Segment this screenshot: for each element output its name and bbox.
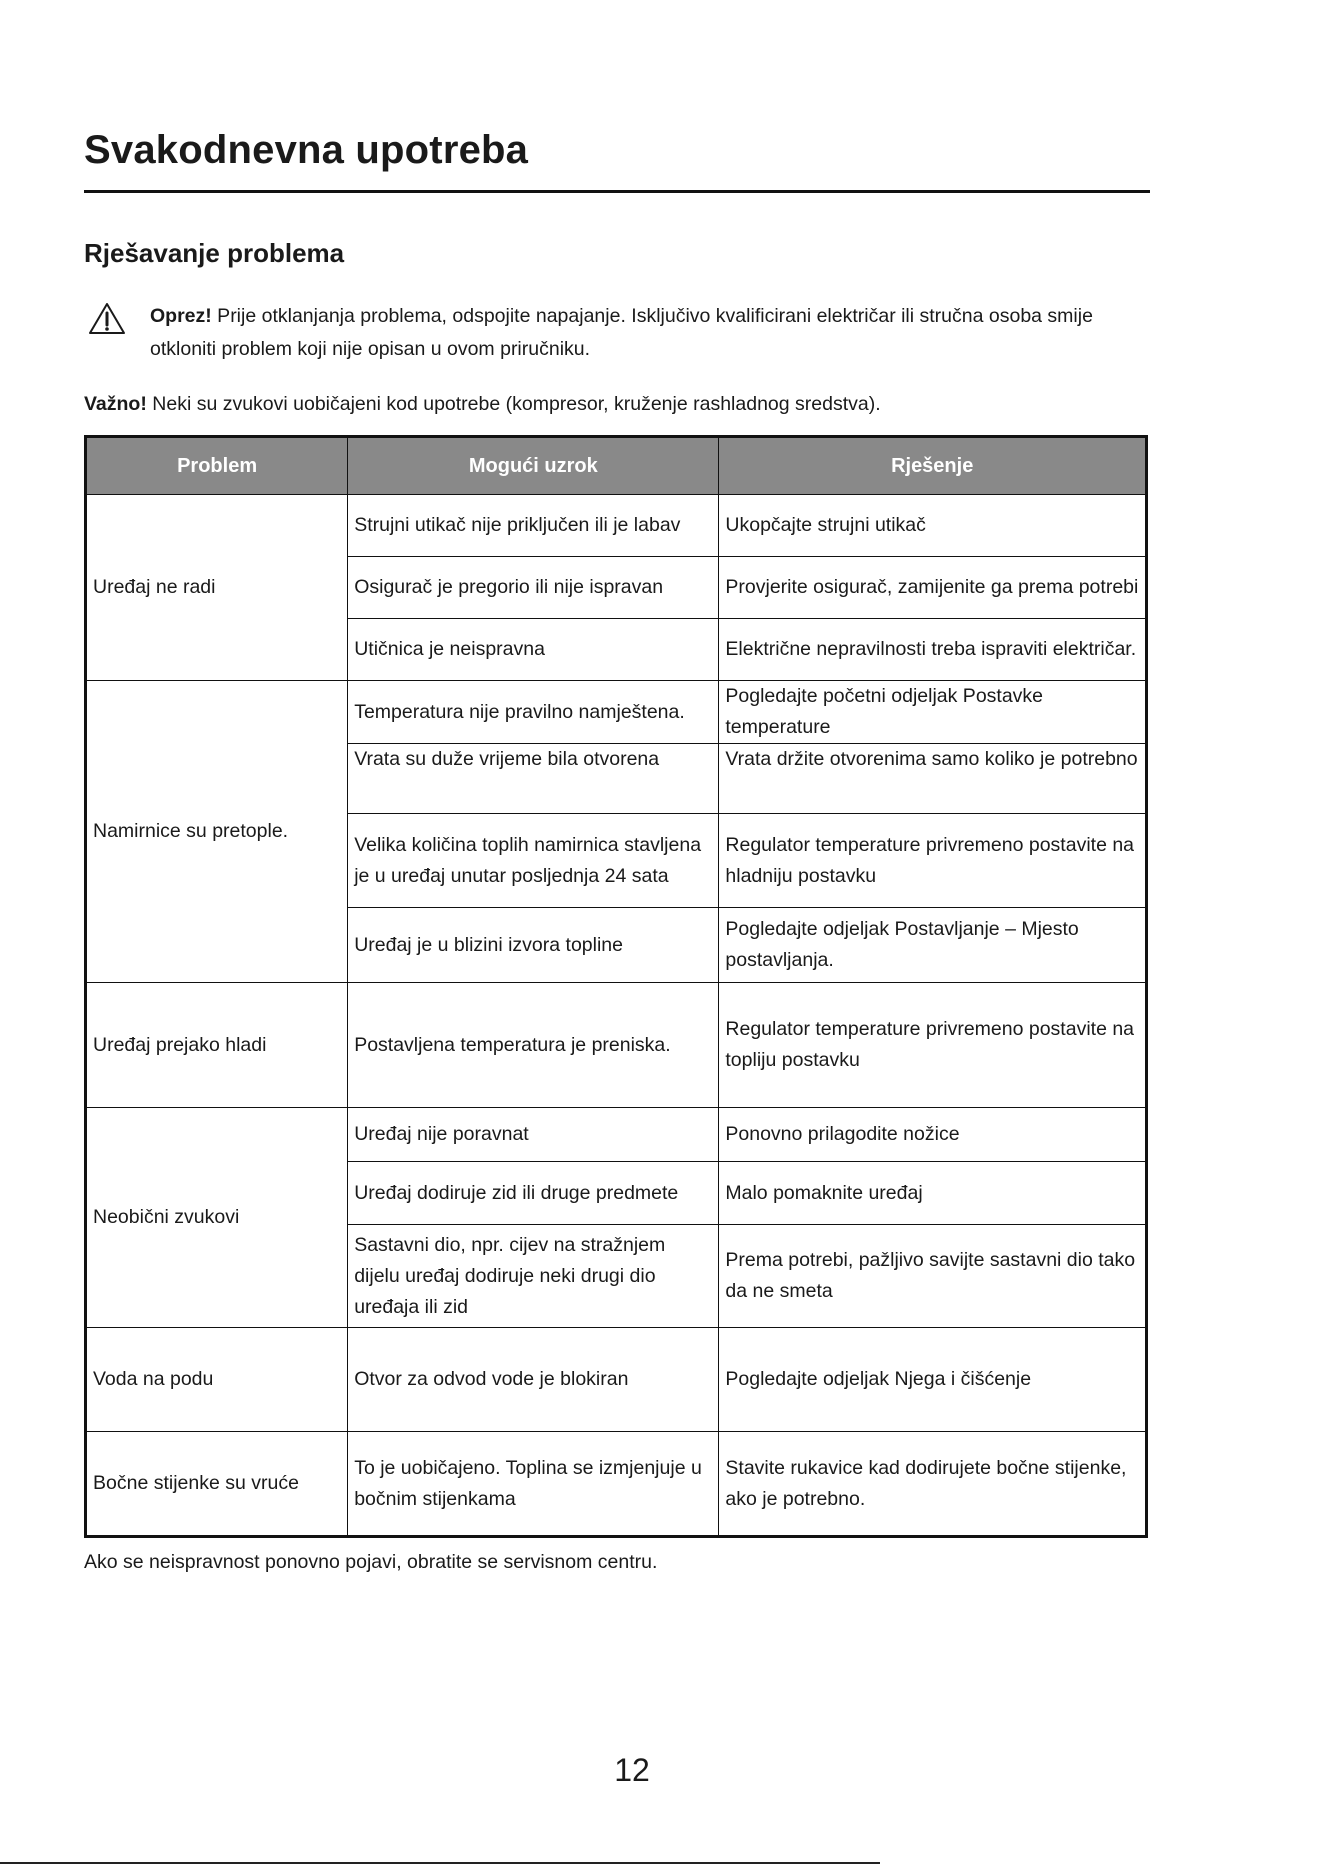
table-row xyxy=(86,983,1147,1108)
cause-cell: Utičnica je neispravna xyxy=(348,619,719,681)
page-number: 12 xyxy=(614,1752,650,1788)
solution-cell: Malo pomaknite uređaj xyxy=(719,1162,1147,1225)
solution-cell: Pogledajte početni odjeljak Postavke temperature xyxy=(719,681,1147,744)
header-cause: Mogući uzrok xyxy=(348,437,719,495)
important-notice xyxy=(84,390,1150,418)
problem-cell: Uređaj ne radi xyxy=(86,495,348,681)
cause-cell: Uređaj nije poravnat xyxy=(348,1108,719,1162)
problem-cell: Uređaj prejako hladi xyxy=(86,983,348,1108)
solution-cell: Ukopčajte strujni utikač xyxy=(719,495,1147,557)
important-body: Neki su zvukovi uobičajeni kod upotrebe (kompresor, kruženje rashladnog sredstva). xyxy=(146,393,881,415)
solution-cell: Električne nepravilnosti treba ispraviti električar. xyxy=(719,619,1147,681)
cause-cell: Uređaj je u blizini izvora topline xyxy=(348,908,719,983)
solution-cell: Regulator temperature privremeno postavite na hladniju postavku xyxy=(719,814,1147,908)
title-divider xyxy=(84,190,1150,193)
cause-cell: Postavljena temperatura je preniska. xyxy=(348,983,719,1108)
table-row xyxy=(86,1108,1147,1162)
cause-cell: Vrata su duže vrijeme bila otvorena xyxy=(348,744,719,814)
service-note: Ako se neispravnost ponovno pojavi, obratite se servisnom centru. xyxy=(84,1551,658,1573)
cause-cell: Velika količina toplih namirnica stavljena je u uređaj unutar posljednja 24 sata xyxy=(348,814,719,908)
important-label: Važno! xyxy=(84,393,147,415)
caution-label: Oprez! xyxy=(150,305,212,327)
page-title: Svakodnevna upotreba xyxy=(84,128,529,172)
problem-cell: Neobični zvukovi xyxy=(86,1108,348,1328)
solution-cell: Pogledajte odjeljak Postavljanje – Mjesto postavljanja. xyxy=(719,908,1147,983)
table-header-row xyxy=(86,437,1147,495)
solution-cell: Regulator temperature privremeno postavite na topliju postavku xyxy=(719,983,1147,1108)
problem-cell: Bočne stijenke su vruće xyxy=(86,1432,348,1537)
warning-triangle-icon xyxy=(88,302,126,336)
section-title: Rješavanje problema xyxy=(84,238,345,268)
table-row xyxy=(86,495,1147,557)
solution-cell: Pogledajte odjeljak Njega i čišćenje xyxy=(719,1328,1147,1432)
solution-cell: Ponovno prilagodite nožice xyxy=(719,1108,1147,1162)
cause-cell: Otvor za odvod vode je blokiran xyxy=(348,1328,719,1432)
troubleshooting-table xyxy=(84,435,1148,1538)
cause-cell: Temperatura nije pravilno namještena. xyxy=(348,681,719,744)
cause-cell: Sastavni dio, npr. cijev na stražnjem dijelu uređaj dodiruje neki drugi dio uređaja ili zid xyxy=(348,1225,719,1328)
solution-cell: Stavite rukavice kad dodirujete bočne stijenke, ako je potrebno. xyxy=(719,1432,1147,1537)
table-row xyxy=(86,1432,1147,1537)
header-problem: Problem xyxy=(86,437,348,495)
problem-cell: Namirnice su pretople. xyxy=(86,681,348,983)
caution-text xyxy=(150,300,1150,366)
table-row xyxy=(86,1328,1147,1432)
cause-cell: Osigurač je pregorio ili nije ispravan xyxy=(348,557,719,619)
bottom-divider xyxy=(0,1862,880,1864)
problem-cell: Voda na podu xyxy=(86,1328,348,1432)
cause-cell: Strujni utikač nije priključen ili je labav xyxy=(348,495,719,557)
solution-cell: Provjerite osigurač, zamijenite ga prema potrebi xyxy=(719,557,1147,619)
cause-cell: To je uobičajeno. Toplina se izmjenjuje u bočnim stijenkama xyxy=(348,1432,719,1537)
header-solution: Rješenje xyxy=(719,437,1147,495)
caution-body: Prije otklanjanja problema, odspojite napajanje. Isključivo kvalificirani električar ili stručna osoba smije otkloniti problem koji nije opisan u ovom priručniku. xyxy=(150,305,1093,360)
table-row xyxy=(86,681,1147,744)
solution-cell: Prema potrebi, pažljivo savijte sastavni dio tako da ne smeta xyxy=(719,1225,1147,1328)
solution-cell: Vrata držite otvorenima samo koliko je potrebno xyxy=(719,744,1147,814)
cause-cell: Uređaj dodiruje zid ili druge predmete xyxy=(348,1162,719,1225)
